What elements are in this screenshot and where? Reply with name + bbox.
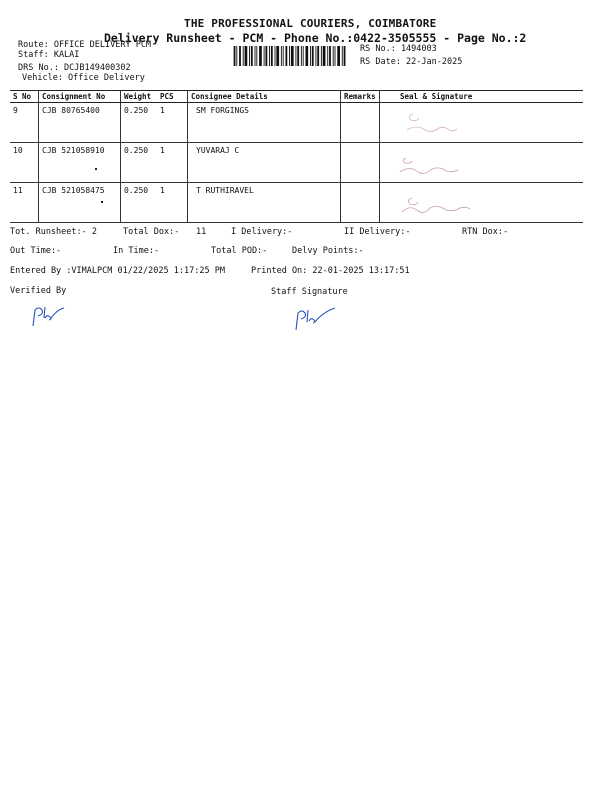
cell-pcs: 1 xyxy=(157,183,188,223)
entered-by: Entered By :VIMALPCM 01/22/2025 1:17:25 PM xyxy=(10,266,225,276)
col-consignment: Consignment No xyxy=(39,91,121,103)
table-row xyxy=(10,183,583,223)
verified-by: Verified By xyxy=(10,286,67,296)
cell-remarks xyxy=(341,143,380,183)
barcode-image xyxy=(228,46,352,66)
cell-sno: 11 xyxy=(10,183,39,223)
rs-no-label: RS No.: 1494003 xyxy=(360,44,437,54)
col-seal-signature: Seal & Signature xyxy=(380,91,584,103)
col-pcs: PCS xyxy=(157,91,188,103)
drs-no-label: DRS No.: DCJB149400302 xyxy=(18,63,131,73)
signature-scribble-3 xyxy=(392,190,482,220)
total-pod: Total POD:- xyxy=(211,246,268,256)
cell-weight: 0.250 xyxy=(121,183,158,223)
total-dox-value: 11 xyxy=(196,227,207,237)
cell-weight: 0.250 xyxy=(121,103,158,143)
total-dox-label: Total Dox:- xyxy=(123,227,180,237)
cell-consignee: T RUTHIRAVEL xyxy=(188,183,341,223)
cell-consignee: YUVARAJ C xyxy=(188,143,341,183)
col-remarks: Remarks xyxy=(341,91,380,103)
cell-consignment: CJB 80765400 xyxy=(39,103,121,143)
cell-sno: 9 xyxy=(10,103,39,143)
company-title: THE PROFESSIONAL COURIERS, COIMBATORE xyxy=(184,17,437,30)
in-time: In Time:- xyxy=(113,246,160,256)
cell-pcs: 1 xyxy=(157,143,188,183)
printed-on: Printed On: 22-01-2025 13:17:51 xyxy=(251,266,410,276)
cell-weight: 0.250 xyxy=(121,143,158,183)
runsheet-title: Delivery Runsheet - PCM - Phone No.:0422-3505555 - Page No.:2 xyxy=(104,31,527,45)
runsheet-table xyxy=(10,90,583,223)
staff-signature-label: Staff Signature xyxy=(271,287,348,297)
staff-signature xyxy=(293,306,338,332)
table-row xyxy=(10,143,583,183)
out-time: Out Time:- xyxy=(10,246,62,256)
route-label: Route: OFFICE DELIVERY PCM xyxy=(18,40,152,50)
cell-pcs: 1 xyxy=(157,103,188,143)
vehicle-label: Vehicle: Office Delivery xyxy=(22,73,145,83)
cell-remarks xyxy=(341,103,380,143)
ii-delivery: II Delivery:- xyxy=(344,227,411,237)
staff-label: Staff: KALAI xyxy=(18,50,80,60)
rtn-dox: RTN Dox:- xyxy=(462,227,509,237)
signature-scribble-2 xyxy=(392,150,472,180)
table-row xyxy=(10,103,583,143)
i-delivery: I Delivery:- xyxy=(231,227,293,237)
cell-sno: 10 xyxy=(10,143,39,183)
tot-runsheet: Tot. Runsheet:- 2 xyxy=(10,227,97,237)
verified-by-signature xyxy=(30,304,68,328)
cell-remarks xyxy=(341,183,380,223)
table-header-row xyxy=(10,91,583,103)
pen-dot-mark xyxy=(95,168,97,170)
cell-consignment: CJB 521058475 xyxy=(39,183,121,223)
rs-date-label: RS Date: 22-Jan-2025 xyxy=(360,57,463,67)
signature-scribble-1 xyxy=(395,108,470,138)
col-sno: S No xyxy=(10,91,39,103)
col-weight: Weight xyxy=(121,91,158,103)
cell-consignee: SM FORGINGS xyxy=(188,103,341,143)
cell-consignment: CJB 521058910 xyxy=(39,143,121,183)
delvy-points: Delvy Points:- xyxy=(292,246,364,256)
col-consignee: Consignee Details xyxy=(188,91,341,103)
pen-dot-mark xyxy=(101,201,103,203)
